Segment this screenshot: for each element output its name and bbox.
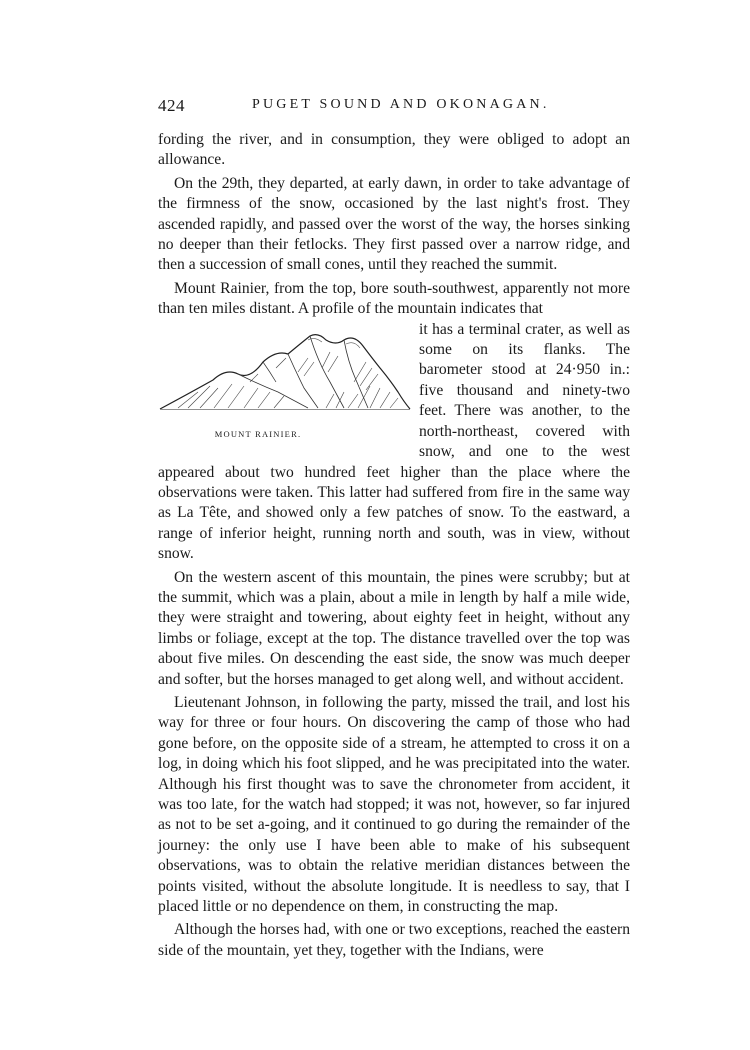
mount-rainier-illustration xyxy=(158,322,413,446)
running-title: PUGET SOUND AND OKONAGAN. xyxy=(252,97,550,112)
page-number: 424 xyxy=(158,96,185,115)
paragraph-1: fording the river, and in consumption, they were obliged to adopt an allowance. xyxy=(158,131,630,169)
page-header xyxy=(158,96,638,120)
paragraph-3: Mount Rainier, from the top, bore south-southwest, apparently not more than ten miles distant. A profile of the mountain indicates that xyxy=(158,279,630,318)
mountain-engraving xyxy=(158,322,413,422)
paragraph-4: On the western ascent of this mountain, the pines were scrubby; but at the summit, which was a plain, about a mile in length by half a mile wide, they were straight and towering, about eighty feet in height, without any limbs or foliage, except at the top. The distance travelled over the top was about five miles. On descending the east side, the snow was much deeper and softer, but the horses managed to get along well, and without accident. xyxy=(158,568,630,688)
body-text xyxy=(158,130,630,964)
paragraph-5: Lieutenant Johnson, in following the party, missed the trail, and lost his way for three or four hours. On discovering the camp of those who had gone before, on the opposite side of a stream, he attempted to cross it on a log, in doing which his foot slipped, and he was precipitated into the water. Although his first thought was to save the chronometer from accident, it was too late, for the watch had stopped; it was not, however, so far injured as not to be set a-going, and it continued to go during the remainder of the journey: the only use I have been able to make of his subsequent observations, was to obtain the relative meridian distances between the points visited, without the absolute longitude. It is needless to say, that I placed little or no dependence on them, in constructing the map. xyxy=(158,693,630,916)
paragraph-6: Although the horses had, with one or two exceptions, reached the eastern side of the mountain, yet they, together with the Indians, were xyxy=(158,921,630,959)
figure-caption: MOUNT RAINIER. xyxy=(214,428,302,439)
paragraph-3-continued: it has a terminal crater, as well as some on its flanks. The barometer stood at 24·950 in.: five thousand and ninety-two feet. There was another, to the north-northeast, covered with snow, and one to the west appeared about two hundred feet higher than the place where the observations were taken. This latter had suffered from fire in the same way as La Tête, and showed only a few patches of snow. To the eastward, a range of inferior height, running north and south, was in view, without snow. xyxy=(158,320,630,563)
paragraph-2: On the 29th, they departed, at early dawn, in order to take advantage of the firmness of the snow, occasioned by the last night's frost. They ascended rapidly, and passed over the worst of the way, the horses sinking no deeper than their fetlocks. They first passed over a narrow ridge, and then a succession of small cones, until they reached the summit. xyxy=(158,174,630,274)
